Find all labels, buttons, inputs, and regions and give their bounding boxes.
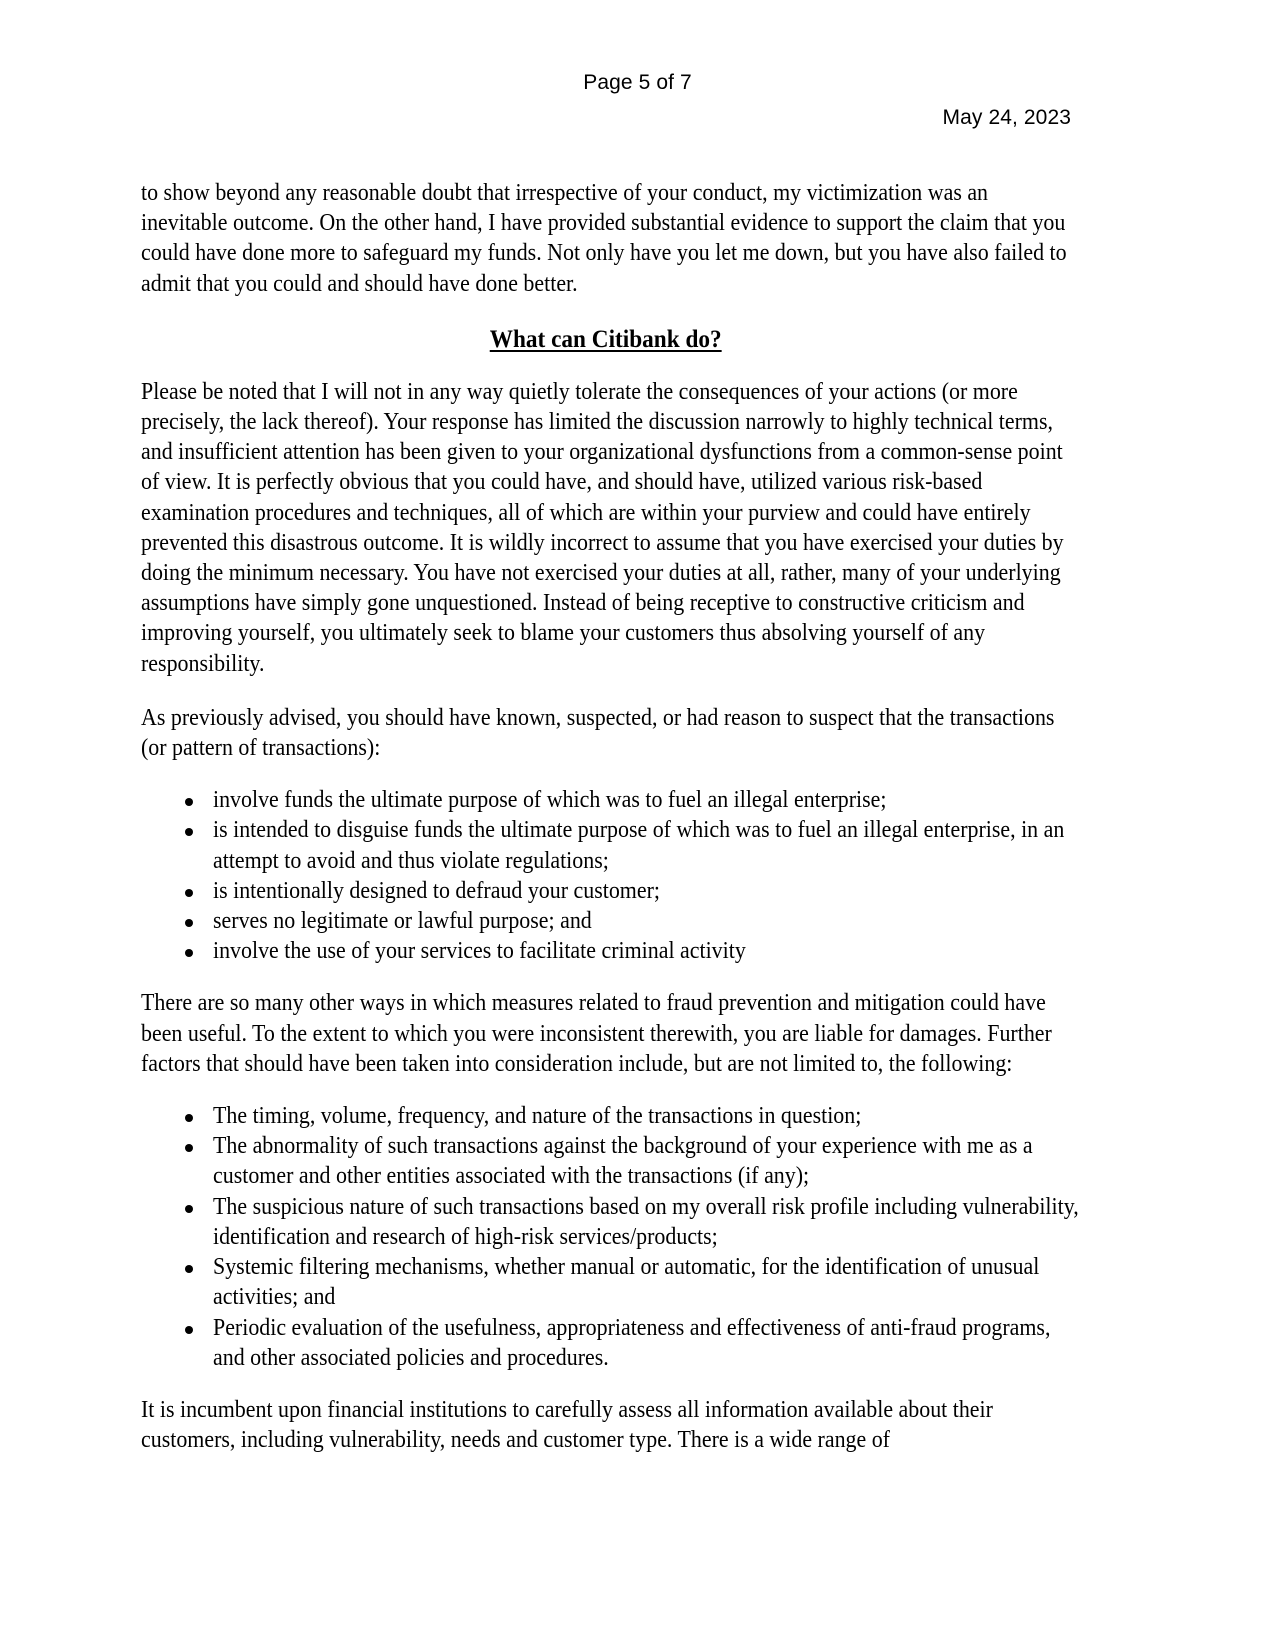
page-number-label: Page 5 of 7 bbox=[583, 71, 692, 94]
list-item bbox=[141, 1192, 1079, 1252]
bullet-list-consideration-factors bbox=[141, 1101, 1079, 1373]
list-item-text: is intended to disguise funds the ultimate purpose of which was to fuel an illegal enterprise, in an attempt to avoid and thus violate regulations; bbox=[213, 816, 1065, 874]
list-item-text: The suspicious nature of such transactions based on my overall risk profile including vulnerability, identification and research of high-risk services/products; bbox=[213, 1192, 1079, 1250]
document-body bbox=[141, 178, 1079, 1455]
list-item bbox=[141, 936, 1071, 966]
section-heading-text: What can Citibank do? bbox=[490, 325, 722, 353]
paragraph-financial-institutions-duty: It is incumbent upon financial institutions to carefully assess all information available about their customers, including vulnerability, needs and customer type. There is a wide range of bbox=[141, 1395, 993, 1454]
list-item bbox=[141, 1252, 1071, 1312]
list-item-text: involve the use of your services to facilitate criminal activity bbox=[213, 937, 746, 965]
list-item bbox=[141, 1313, 1071, 1373]
paragraph-continuation: to show beyond any reasonable doubt that irrespective of your conduct, my victimization was an inevitable outcome. On the other hand, I have provided substantial evidence to support the claim that you could have done more to safeguard my funds. Not only have you let me down, but you have also failed to admit that you could and should have done better. bbox=[141, 179, 1067, 297]
list-item-text: serves no legitimate or lawful purpose; and bbox=[213, 907, 592, 935]
paragraph-fraud-prevention-factors: There are so many other ways in which measures related to fraud prevention and mitigation could have been useful. To the extent to which you were inconsistent therewith, you are liable for damages. Further factors that should have been taken into consideration include, but are not limited to, the following: bbox=[141, 989, 1052, 1077]
paragraph-list-intro-transactions: As previously advised, you should have known, suspected, or had reason to suspect that the transactions (or pattern of transactions): bbox=[141, 703, 1055, 762]
list-item bbox=[141, 906, 1071, 936]
list-item-text: involve funds the ultimate purpose of which was to fuel an illegal enterprise; bbox=[213, 786, 887, 814]
list-item bbox=[141, 876, 1071, 906]
section-heading-what-can-citibank-do bbox=[141, 325, 1071, 355]
page-header bbox=[0, 0, 1275, 150]
list-item-text: Periodic evaluation of the usefulness, appropriateness and effectiveness of anti-fraud programs, and other associated policies and procedures. bbox=[213, 1313, 1051, 1371]
list-item-text: is intentionally designed to defraud your customer; bbox=[213, 876, 660, 904]
list-item bbox=[141, 785, 1071, 815]
list-item bbox=[141, 815, 1071, 875]
paragraph-response-critique: Please be noted that I will not in any way quietly tolerate the consequences of your actions (or more precisely, the lack thereof). Your response has limited the discussion narrowly to highly technical terms, and insufficient attention has been given to your organizational dysfunctions from a common-sense point of view. It is perfectly obvious that you could have, and should have, utilized various risk-based examination procedures and techniques, all of which are within your purview and could have entirely prevented this disastrous outcome. It is wildly incorrect to assume that you have exercised your duties by doing the minimum necessary. You have not exercised your duties at all, rather, many of your underlying assumptions have simply gone unquestioned. Instead of being receptive to constructive criticism and improving yourself, you ultimately seek to blame your customers thus absolving yourself of any responsibility. bbox=[141, 377, 1064, 677]
list-paragraph-spacer bbox=[141, 966, 1071, 988]
list-item bbox=[141, 1131, 1071, 1191]
list-item-text: The timing, volume, frequency, and nature of the transactions in question; bbox=[213, 1102, 862, 1130]
list-paragraph-spacer-2 bbox=[141, 1373, 1071, 1395]
bullet-list-transaction-indicators bbox=[141, 785, 1071, 966]
list-item-text: The abnormality of such transactions against the background of your experience with me as a customer and other entities associated with the transactions (if any); bbox=[213, 1132, 1033, 1190]
document-date: May 24, 2023 bbox=[942, 106, 1071, 129]
list-item bbox=[141, 1101, 1071, 1131]
list-item-text: Systemic filtering mechanisms, whether manual or automatic, for the identification of unusual activities; and bbox=[213, 1253, 1040, 1311]
